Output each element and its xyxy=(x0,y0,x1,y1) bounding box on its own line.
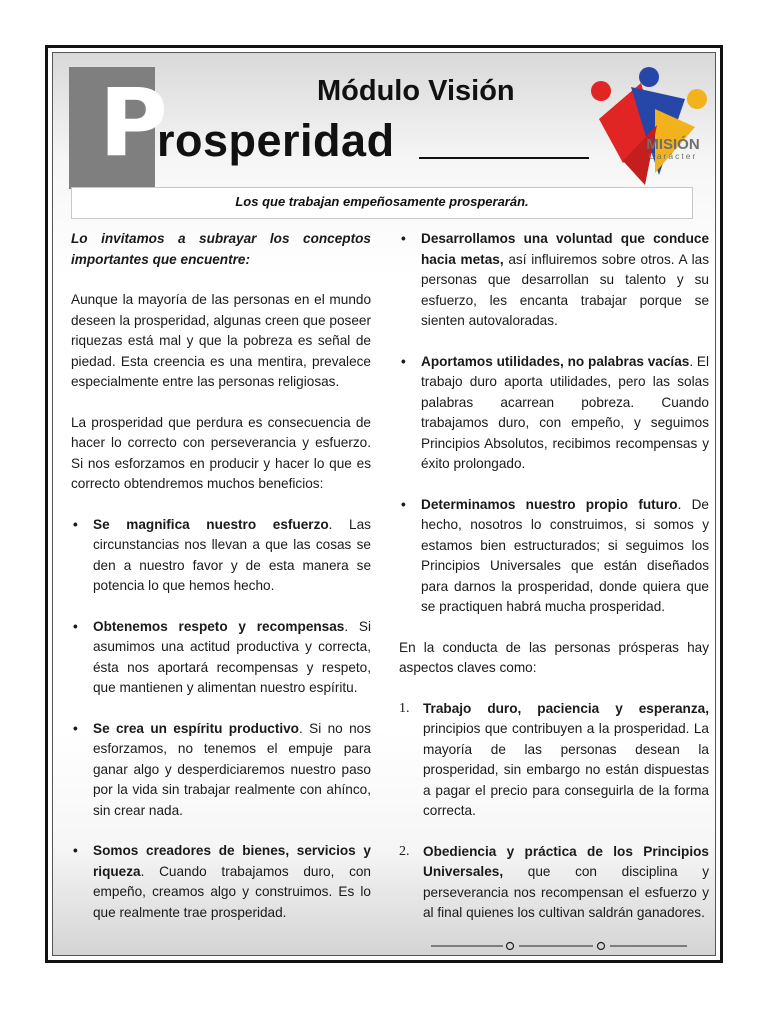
bullet-item xyxy=(71,841,371,923)
bullet-text: . El trabajo duro aporta utilidades, pero las solas palabras acarrean pobreza. Cuando trabajamos duro, con empeño, y seguimos Principios Absolutos, recibimos recompensas y éxito prolongado. xyxy=(421,353,710,471)
tagline-box: Los que trabajan empeñosamente prosperarán. xyxy=(71,187,693,219)
logo-blue-dot xyxy=(639,67,659,87)
bullet-dot: • xyxy=(73,843,78,858)
item-heading: Trabajo duro, paciencia y esperanza, xyxy=(423,700,709,716)
paragraph: Aunque la mayoría de las personas en el mundo deseen la prosperidad, algunas creen que poseer riquezas está mal y que la pobreza es señal de piedad. Esta creencia es una mentira, prevalece especialmente entre las personas religiosas. xyxy=(71,292,371,389)
big-letter: P xyxy=(99,69,168,178)
bullet-heading: Se crea un espíritu productivo xyxy=(93,720,299,736)
bullet-heading: Se magnifica nuestro esfuerzo xyxy=(93,516,329,532)
bullet-item xyxy=(71,719,371,822)
right-column xyxy=(399,229,709,944)
numbered-item xyxy=(399,842,709,924)
bullet-heading: Desarrollamos una voluntad que conduce hacia metas, xyxy=(421,231,709,267)
bullet-text: . Cuando trabajamos duro, con empeño, creamos algo y construimos. Es lo que realmente trae prosperidad. xyxy=(93,863,371,920)
bullet-text: . De hecho, nosotros lo construimos, si somos y estamos bien estructurados; si seguimos los Principios Universales que están diseñados para darnos la prosperidad, donde quiera que se practiquen habrá mucha prosperidad. xyxy=(421,496,709,614)
left-column xyxy=(71,229,371,943)
ornamental-divider xyxy=(431,939,687,953)
bullet-dot: • xyxy=(73,720,78,736)
logo-red-dot xyxy=(591,81,611,101)
bullet-item xyxy=(71,617,371,699)
page-inner xyxy=(52,52,716,956)
bullet-text: . Si asumimos una actitud productiva y correcta, ésta nos aportará recompensas y respeto, que mantienen y alimentan nuestro espíritu. xyxy=(93,618,371,695)
bullet-item xyxy=(71,515,371,597)
logo-text-caracter: Carácter xyxy=(648,151,698,161)
bullet-heading: Determinamos nuestro propio futuro xyxy=(421,496,678,512)
page-frame xyxy=(45,45,723,963)
bullet-text: . Si no nos esforzamos, no tenemos el empuje para ganar algo y desperdiciaremos nuestro paso por la vida sin trabajar realmente con ahínco, sin crear nada. xyxy=(93,720,371,818)
bullet-heading: Obtenemos respeto y recompensas xyxy=(93,618,345,634)
bullet-dot: • xyxy=(73,618,78,634)
bullet-dot: • xyxy=(401,231,406,246)
paragraph: La prosperidad que perdura es consecuencia de hacer lo correcto con perseverancia y esfuerzo. Si nos esforzamos en producir y hacer lo que es correcto obtendremos muchos beneficios: xyxy=(71,414,371,491)
module-title: Módulo Visión xyxy=(317,75,515,107)
item-text: que con disciplina y perseverancia nos recompensan el esfuerzo y al final quienes los cultivan saldrán ganadores. xyxy=(423,864,709,920)
bullet-text: . Las circunstancias nos llevan a que las cosas se den a nuestro favor y de esta manera se potencia lo que hemos hecho. xyxy=(93,516,371,593)
divider-circle xyxy=(507,943,514,950)
numbered-item xyxy=(399,699,709,822)
logo-text-mision: MISIÓN xyxy=(646,136,700,153)
logo-yellow-dot xyxy=(687,89,707,109)
bullet-dot: • xyxy=(401,496,406,512)
bullet-dot: • xyxy=(401,353,406,369)
divider-circle xyxy=(598,943,605,950)
title-underline xyxy=(419,157,589,159)
paragraph: En la conducta de las personas prósperas hay aspectos claves como: xyxy=(399,639,709,675)
bullet-heading: Aportamos utilidades, no palabras vacías xyxy=(421,353,690,369)
item-number: 1. xyxy=(399,700,410,716)
item-number: 2. xyxy=(399,843,410,859)
page-title: rosperidad xyxy=(157,115,395,166)
item-heading: Obediencia y práctica de los Principios Universales, xyxy=(423,843,709,879)
bullet-item xyxy=(399,352,709,475)
bullet-dot: • xyxy=(73,516,78,532)
big-letter-block xyxy=(69,67,168,189)
intro-text: Lo invitamos a subrayar los conceptos importantes que encuentre: xyxy=(71,231,371,267)
bullet-item xyxy=(399,229,709,332)
item-text: principios que contribuyen a la prosperidad. La mayoría de las personas desean la prosperidad, sin embargo no están dispuestas a pagar el precio para conseguirla de la forma correcta. xyxy=(423,721,709,818)
bullet-text: así influiremos sobre otros. A las personas que desarrollan su talento y su esfuerzo, les encanta trabajar porque se sienten autovaloradas. xyxy=(421,251,710,328)
bullet-item xyxy=(399,495,709,618)
bullet-heading: Somos creadores de bienes, servicios y riqueza xyxy=(93,843,371,879)
mision-caracter-logo xyxy=(585,65,715,185)
